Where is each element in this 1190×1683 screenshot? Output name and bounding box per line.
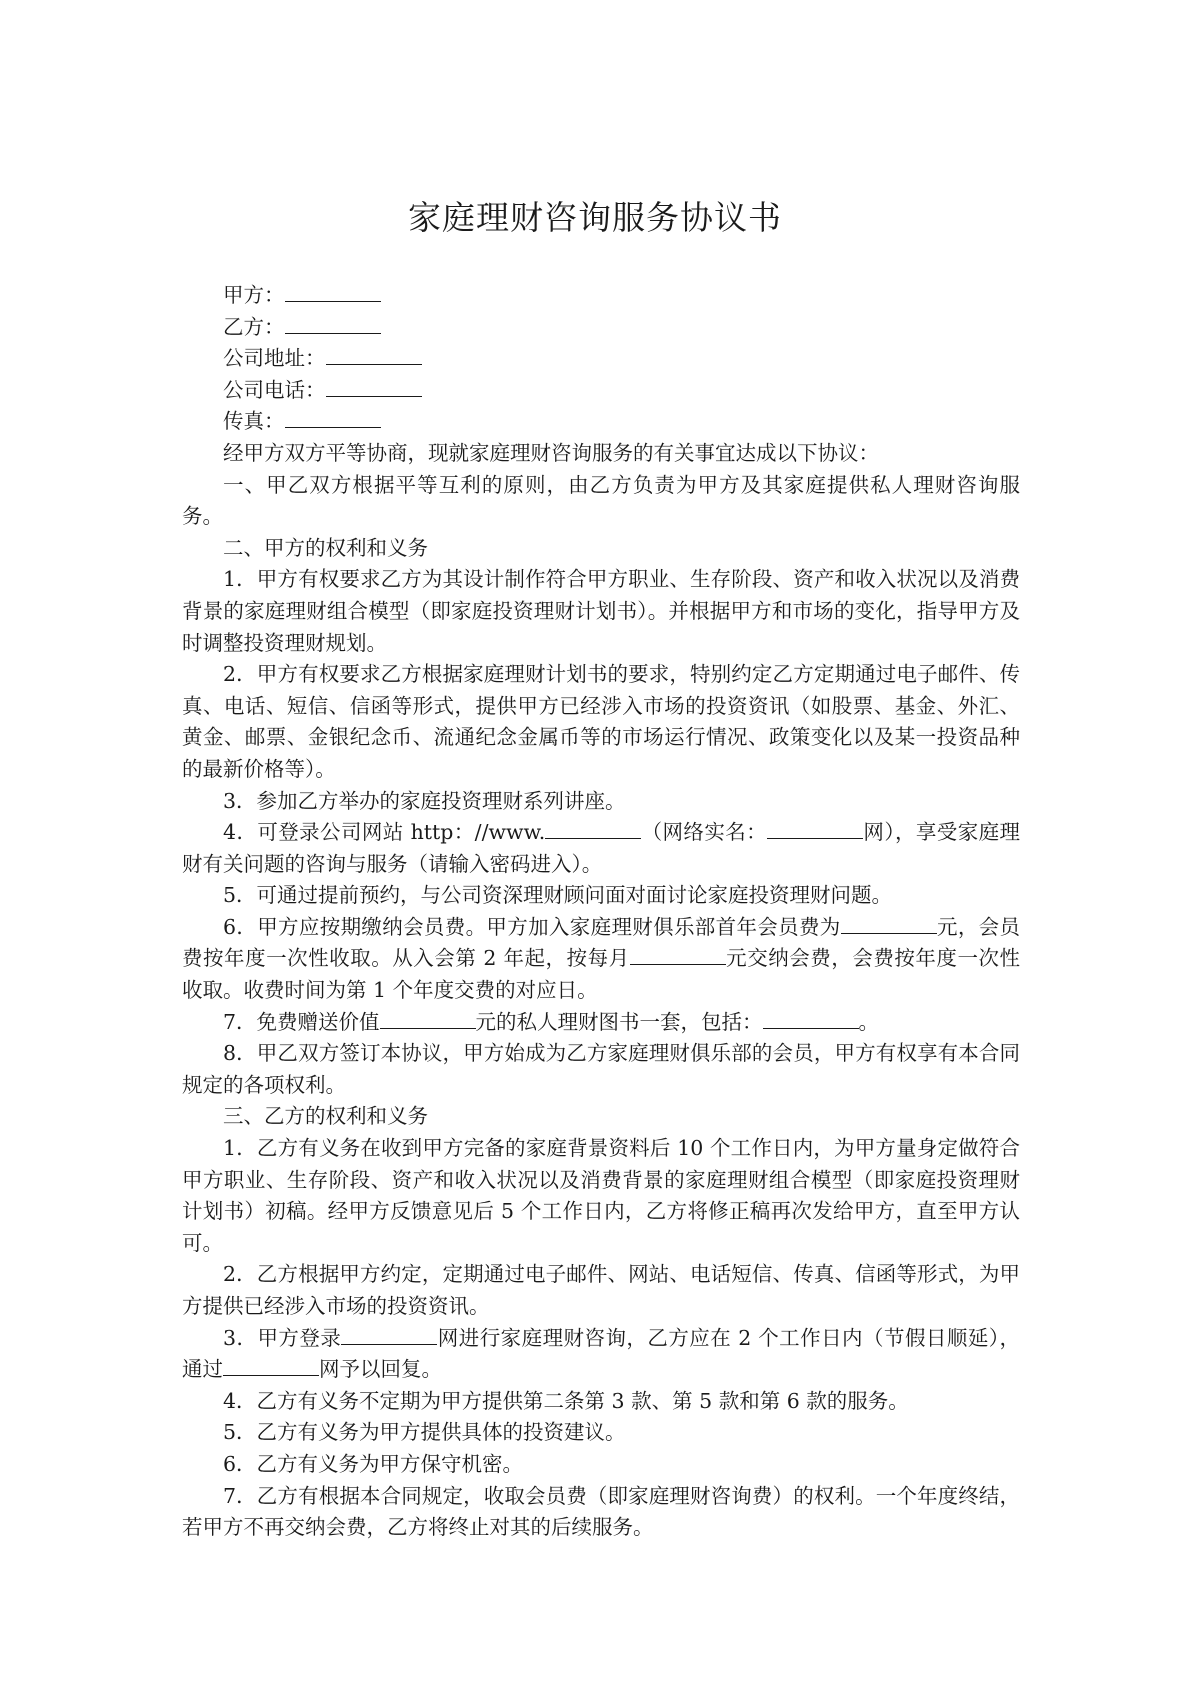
section-2-item-4 <box>182 817 1020 880</box>
document-title: 家庭理财咨询服务协议书 <box>408 198 782 237</box>
s3-item-3-text-3: 网予以回复。 <box>319 1357 442 1382</box>
company-phone-blank <box>326 376 422 397</box>
item-4-text-1: 4．可登录公司网站 http：//www. <box>223 820 546 845</box>
company-address-line <box>182 343 1020 375</box>
party-a-label: 甲方： <box>223 283 285 307</box>
section-2-item-1: 1．甲方有权要求乙方为其设计制作符合甲方职业、生存阶段、资产和收入状况以及消费背景的家庭理财组合模型（即家庭投资理财计划书）。并根据甲方和市场的变化，指导甲方及时调整投资理财规划。 <box>182 567 1020 655</box>
section-2-item-6 <box>182 912 1020 1007</box>
reply-site-blank <box>223 1355 319 1376</box>
item-6-text-3: 元交纳会费，会费按年度一次性收取。收费时间为第 1 个年度交费的对应日。 <box>182 946 1020 1003</box>
book-list-blank <box>763 1008 859 1029</box>
section-2-item-5: 5．可通过提前预约，与公司资深理财顾问面对面讨论家庭投资理财问题。 <box>223 883 893 908</box>
login-site-blank <box>341 1324 437 1345</box>
company-phone-line <box>182 375 1020 407</box>
company-address-label: 公司地址： <box>223 346 326 371</box>
section-3-item-4: 4．乙方有义务不定期为甲方提供第二条第 3 款、第 5 款和第 6 款的服务。 <box>223 1388 909 1413</box>
section-3-item-5: 5．乙方有义务为甲方提供具体的投资建议。 <box>223 1420 626 1445</box>
company-address-blank <box>326 344 422 365</box>
section-3-item-7: 7．乙方有根据本合同规定，收取会员费（即家庭理财咨询费）的权利。一个年度终结，若甲方不再交纳会费，乙方将终止对其的后续服务。 <box>182 1483 1020 1540</box>
document-body <box>182 280 1020 1544</box>
intro-paragraph: 经甲方双方平等协商，现就家庭理财咨询服务的有关事宜达成以下协议： <box>223 440 879 465</box>
section-2-item-3: 3．参加乙方举办的家庭投资理财系列讲座。 <box>223 788 626 813</box>
fax-line <box>182 406 1020 438</box>
item-7-text-2: 元的私人理财图书一套，包括： <box>475 1009 763 1034</box>
book-value-blank <box>380 1008 476 1029</box>
section-3-item-3 <box>182 1323 1020 1386</box>
section-3-item-2: 2．乙方根据甲方约定，定期通过电子邮件、网站、电话短信、传真、信函等形式，为甲方提供已经涉入市场的投资资讯。 <box>182 1262 1020 1318</box>
section-3-item-1: 1．乙方有义务在收到甲方完备的家庭背景资料后 10 个工作日内，为甲方量身定做符合甲方职业、生存阶段、资产和收入状况以及消费背景的家庭理财组合模型（即家庭投资理财计划书）初稿。经甲方反馈意见后 5 个工作日内，乙方将修正稿再次发给甲方，直至甲方认可。 <box>182 1136 1020 1255</box>
monthly-fee-blank <box>630 944 726 965</box>
item-6-text-1: 6．甲方应按期缴纳会员费。甲方加入家庭理财俱乐部首年会员费为 <box>223 914 841 939</box>
item-4-text-3: 网），享受家庭理财有关问题的咨询与服务（请输入密码进入）。 <box>182 820 1020 876</box>
section-3-item-6: 6．乙方有义务为甲方保守机密。 <box>223 1451 524 1476</box>
party-b-blank <box>285 313 381 334</box>
network-name-blank <box>767 818 863 839</box>
section-2-item-8: 8．甲乙双方签订本协议，甲方始成为乙方家庭理财俱乐部的会员，甲方有权享有本合同规定的各项权利。 <box>182 1041 1020 1097</box>
item-7-text-1: 7．免费赠送价值 <box>223 1009 380 1034</box>
s3-item-3-text-2: 网进行家庭理财咨询，乙方应在 2 个工作日内（节假日顺延），通过 <box>182 1325 1020 1382</box>
first-year-fee-blank <box>841 913 937 934</box>
item-4-text-2: （网络实名： <box>641 820 768 845</box>
s3-item-3-text-1: 3．甲方登录 <box>223 1325 342 1350</box>
party-b-line <box>182 312 1020 344</box>
item-6-text-2: 元，会员费按年度一次性收取。从入会第 2 年起，按每月 <box>182 914 1021 971</box>
clause-1: 一、甲乙双方根据平等互利的原则，由乙方负责为甲方及其家庭提供私人理财咨询服务。 <box>182 472 1020 529</box>
fax-blank <box>285 407 381 428</box>
section-2-item-7 <box>182 1007 1020 1039</box>
company-phone-label: 公司电话： <box>223 377 326 402</box>
section-2-item-2: 2．甲方有权要求乙方根据家庭理财计划书的要求，特别约定乙方定期通过电子邮件、传真、电话、短信、信函等形式，提供甲方已经涉入市场的投资资讯（如股票、基金、外汇、黄金、邮票、金银纪念币、流通纪念金属币等的市场运行情况、政策变化以及某一投资品种的最新价格等）。 <box>182 662 1020 781</box>
fax-label: 传真： <box>223 409 285 434</box>
party-a-line <box>182 280 1020 312</box>
section-2-heading: 二、甲方的权利和义务 <box>223 535 428 560</box>
party-a-blank <box>285 281 381 302</box>
website-blank <box>545 818 641 839</box>
item-7-text-3: 。 <box>858 1009 880 1034</box>
section-3-heading: 三、乙方的权利和义务 <box>223 1104 428 1129</box>
party-b-label: 乙方： <box>223 314 285 339</box>
